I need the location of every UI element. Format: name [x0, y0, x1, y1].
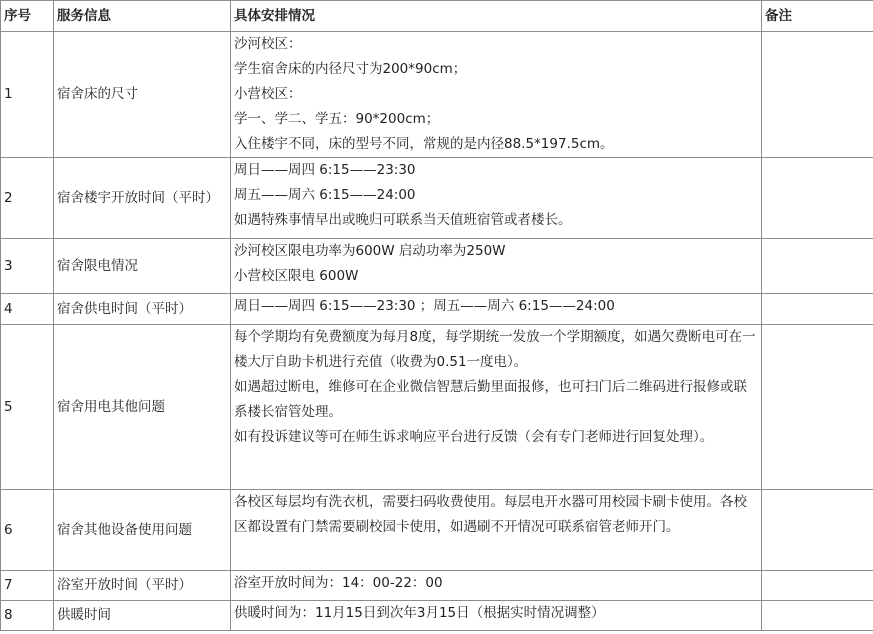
- table-row: [1, 601, 873, 631]
- detail-line: 如有投诉建议等可在师生诉求响应平台进行反馈（会有专门老师进行回复处理）。: [234, 429, 714, 445]
- detail-line: 如遇超过断电，维修可在企业微信智慧后勤里面报修，也可扫门后二维码进行报修或联系楼长宿管处理。: [234, 379, 747, 420]
- detail-line: 沙河校区限电功率为600W 启动功率为250W: [234, 243, 506, 259]
- detail-line: 供暖时间为：11月15日到次年3月15日（根据实时情况调整）: [234, 605, 605, 621]
- table-row: [1, 294, 873, 325]
- row-details: [231, 571, 762, 601]
- detail-line: 小营校区：: [234, 86, 302, 102]
- row-note: [762, 490, 873, 571]
- row-details: [231, 32, 762, 158]
- detail-line: 学一、学二、学五：90*200cm；: [234, 111, 440, 127]
- detail-line: 各校区每层均有洗衣机，需要扫码收费使用。每层电开水器可用校园卡刷卡使用。各校区都设置有门禁需要刷校园卡使用，如遇刷不开情况可联系宿管老师开门。: [234, 494, 747, 535]
- detail-line: 每个学期均有免费额度为每月8度，每学期统一发放一个学期额度，如遇欠费断电可在一楼大厅自助卡机进行充值（收费为0.51一度电）。: [234, 329, 756, 370]
- detail-line: 学生宿舍床的内径尺寸为200*90cm；: [234, 61, 467, 77]
- row-note: [762, 294, 873, 325]
- table-row: [1, 239, 873, 294]
- row-note: [762, 325, 873, 490]
- detail-line: 如遇特殊事情早出或晚归可联系当天值班宿管或者楼长。: [234, 212, 572, 228]
- row-note: [762, 239, 873, 294]
- header-details: 具体安排情况: [231, 1, 762, 32]
- row-service: 宿舍楼宇开放时间（平时）: [54, 158, 231, 239]
- row-service: 宿舍限电情况: [54, 239, 231, 294]
- row-no: 6: [1, 490, 54, 571]
- row-note: [762, 158, 873, 239]
- row-service: 浴室开放时间（平时）: [54, 571, 231, 601]
- row-no: 8: [1, 601, 54, 631]
- row-details: [231, 239, 762, 294]
- row-no: 7: [1, 571, 54, 601]
- row-no: 2: [1, 158, 54, 239]
- detail-line: 沙河校区：: [234, 36, 302, 52]
- detail-line: 入住楼宇不同，床的型号不同，常规的是内径88.5*197.5cm。: [234, 136, 614, 152]
- row-details: [231, 325, 762, 490]
- row-service: 宿舍供电时间（平时）: [54, 294, 231, 325]
- row-note: [762, 601, 873, 631]
- row-note: [762, 571, 873, 601]
- detail-line: 浴室开放时间为：14：00-22：00: [234, 575, 443, 591]
- row-service: 宿舍用电其他问题: [54, 325, 231, 490]
- row-note: [762, 32, 873, 158]
- row-details: [231, 601, 762, 631]
- row-no: 1: [1, 32, 54, 158]
- table-row: [1, 158, 873, 239]
- row-no: 3: [1, 239, 54, 294]
- row-service: 供暖时间: [54, 601, 231, 631]
- row-service: 宿舍其他设备使用问题: [54, 490, 231, 571]
- detail-line: 周五——周六 6:15——24:00: [234, 187, 416, 203]
- detail-line: 小营校区限电 600W: [234, 268, 359, 284]
- row-service: 宿舍床的尺寸: [54, 32, 231, 158]
- detail-line: 周日——周四 6:15——23:30 ；周五——周六 6:15——24:00: [234, 298, 615, 314]
- row-details: [231, 158, 762, 239]
- row-details: [231, 490, 762, 571]
- header-no: 序号: [1, 1, 54, 32]
- table-row: [1, 490, 873, 571]
- header-service: 服务信息: [54, 1, 231, 32]
- row-no: 5: [1, 325, 54, 490]
- table-row: [1, 32, 873, 158]
- table-row: [1, 571, 873, 601]
- detail-line: 周日——周四 6:15——23:30: [234, 162, 416, 178]
- row-no: 4: [1, 294, 54, 325]
- table-header-row: [1, 1, 873, 32]
- header-note: 备注: [762, 1, 873, 32]
- row-details: [231, 294, 762, 325]
- table-row: [1, 325, 873, 490]
